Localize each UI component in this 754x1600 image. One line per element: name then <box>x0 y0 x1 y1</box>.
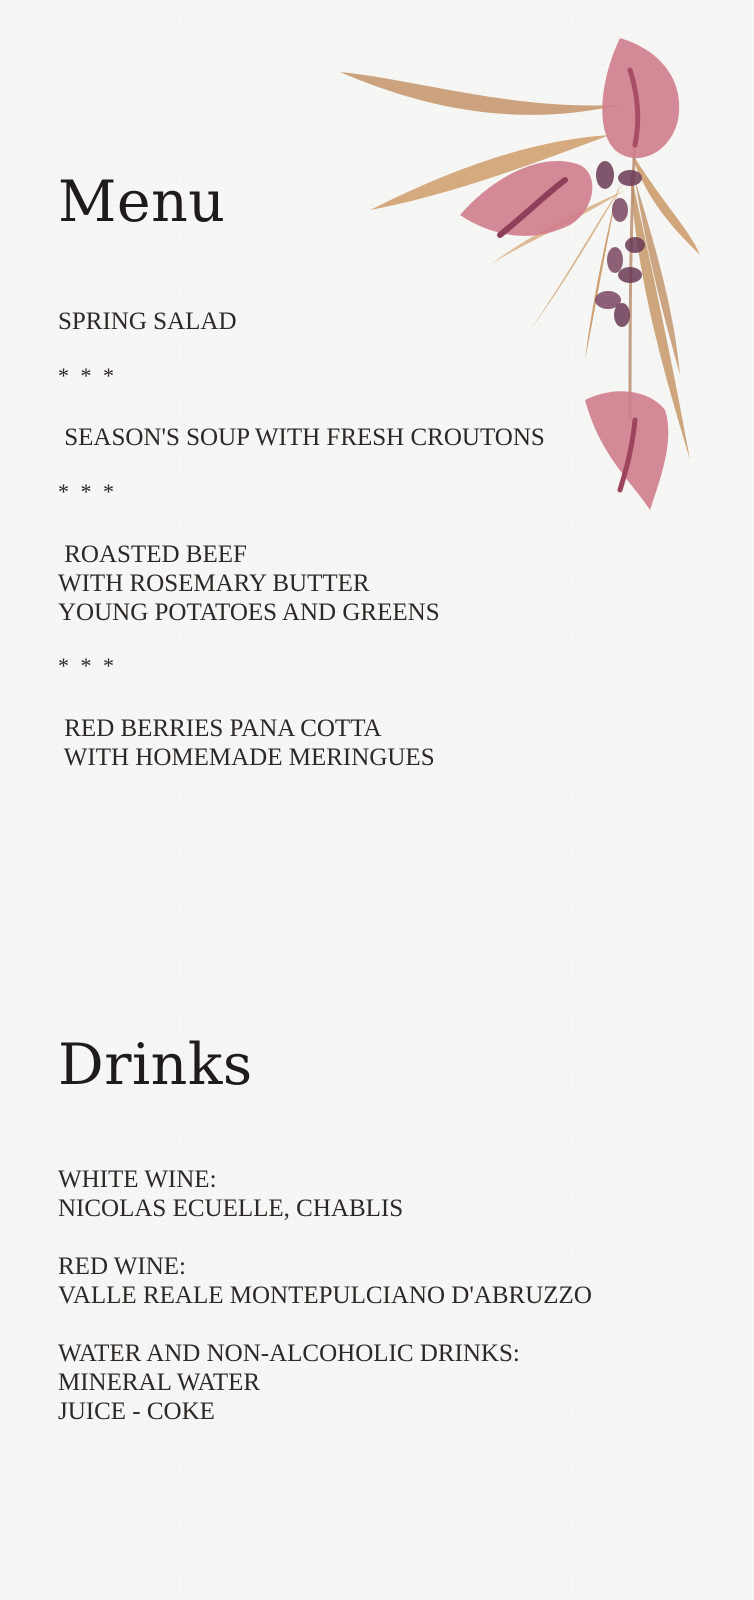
course-separator: * * * <box>58 653 117 678</box>
menu-item-pana-cotta: RED BERRIES PANA COTTA <box>58 715 382 742</box>
menu-item-spring-salad: SPRING SALAD <box>58 308 237 335</box>
menu-item-roasted-beef: ROASTED BEEF <box>58 541 247 568</box>
menu-item-meringues: WITH HOMEMADE MERINGUES <box>58 744 435 771</box>
drinks-soft-drinks-label: WATER AND NON-ALCOHOLIC DRINKS: <box>58 1340 520 1367</box>
drinks-juice-coke: JUICE - COKE <box>58 1398 215 1425</box>
drinks-mineral-water: MINERAL WATER <box>58 1369 261 1396</box>
menu-item-soup: SEASON'S SOUP WITH FRESH CROUTONS <box>58 424 545 451</box>
drinks-red-wine-label: RED WINE: <box>58 1253 186 1280</box>
drinks-red-wine-item: VALLE REALE MONTEPULCIANO D'ABRUZZO <box>58 1282 592 1309</box>
course-separator: * * * <box>58 363 117 388</box>
drinks-heading: Drinks <box>58 1032 253 1098</box>
watercolor-anthurium-floral-icon <box>330 30 710 530</box>
course-separator: * * * <box>58 479 117 504</box>
menu-item-potatoes-greens: YOUNG POTATOES AND GREENS <box>58 599 440 626</box>
drinks-white-wine-item: NICOLAS ECUELLE, CHABLIS <box>58 1195 404 1222</box>
drinks-white-wine-label: WHITE WINE: <box>58 1166 217 1193</box>
menu-item-rosemary-butter: WITH ROSEMARY BUTTER <box>58 570 370 597</box>
menu-heading: Menu <box>58 169 226 235</box>
